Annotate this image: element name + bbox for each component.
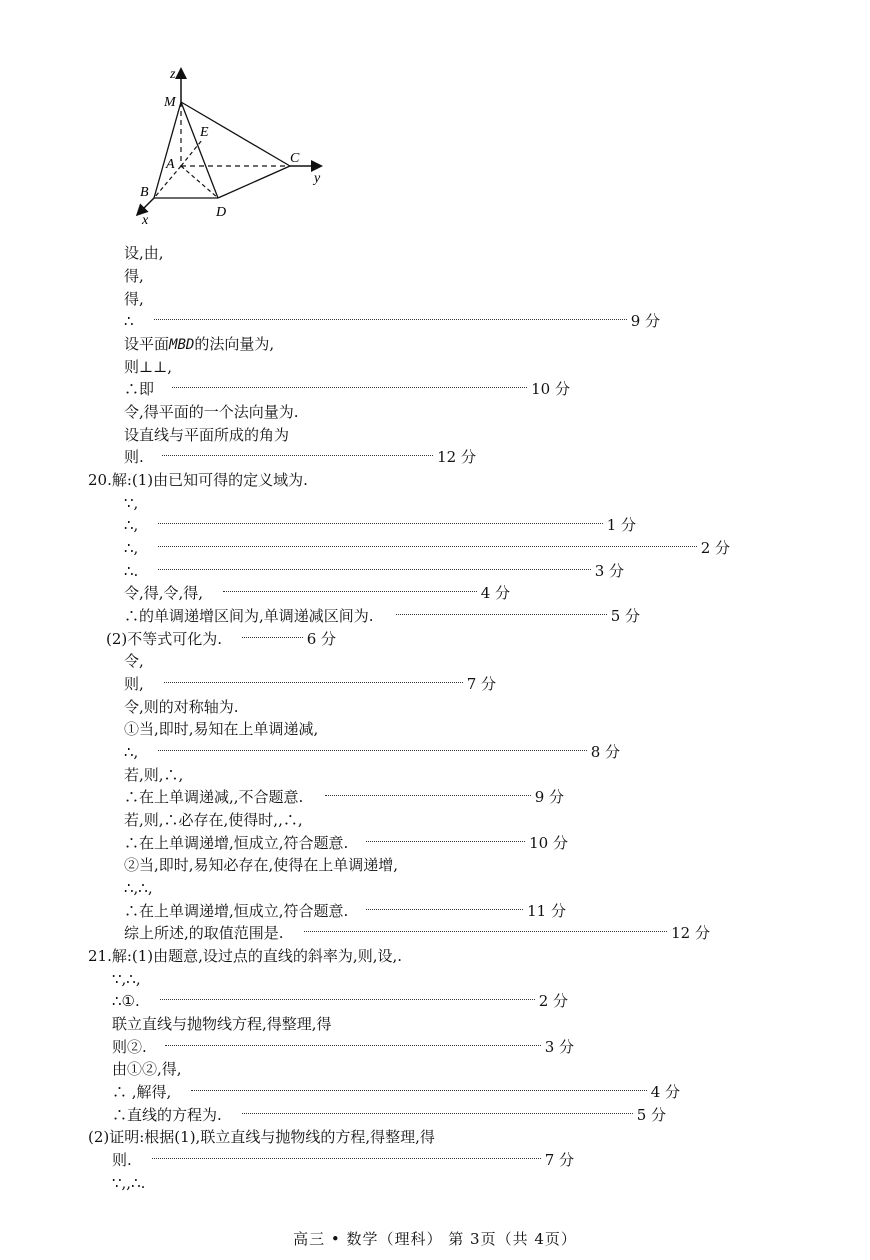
line-25: 若,则,∴必存在,使得时,,∴, xyxy=(124,811,303,829)
line-10: 20.解:(1)由已知可得的定义域为. xyxy=(88,471,308,489)
line-12: ∴, 1 分 xyxy=(124,516,636,534)
line-18: 令, xyxy=(124,652,144,670)
line-8: 设直线与平面所成的角为 xyxy=(124,426,290,444)
line-39: (2)证明:根据(1),联立直线与抛物线的方程,得整理,得 xyxy=(88,1128,435,1146)
label-y: y xyxy=(314,171,321,186)
pyramid-figure xyxy=(130,62,340,230)
score: 1 分 xyxy=(606,516,636,534)
line-33: ∴①. 2 分 xyxy=(112,992,568,1010)
line-41: ∵,,∴. xyxy=(112,1174,146,1192)
score: 7 分 xyxy=(466,675,496,693)
line-29: ∴在上单调递增,恒成立,符合题意. 11 分 xyxy=(124,902,566,920)
line-4: 设平面 MBD 的法向量为, xyxy=(124,335,275,353)
score: 4 分 xyxy=(480,584,510,602)
line-7: 令,得平面的一个法向量为. xyxy=(124,403,299,421)
label-M: M xyxy=(164,95,176,110)
line-14: ∴. 3 分 xyxy=(124,562,624,580)
line-2: 得, xyxy=(124,290,144,308)
label-C: C xyxy=(290,151,300,166)
line-34: 联立直线与抛物线方程,得整理,得 xyxy=(112,1015,332,1033)
label-B: B xyxy=(140,185,149,200)
score: 5 分 xyxy=(610,607,640,625)
label-E: E xyxy=(200,125,209,140)
line-5: 则⊥⊥, xyxy=(124,358,172,376)
line-23: 若,则,∴, xyxy=(124,766,184,784)
line-3: ∴ 9 分 xyxy=(124,312,660,330)
score: 12 分 xyxy=(671,924,710,942)
x-axis xyxy=(138,198,154,214)
line-31: 21.解:(1)由题意,设过点的直线的斜率为,则,设,. xyxy=(88,947,402,965)
line-28: ∴,∴, xyxy=(124,879,153,897)
line-36: 由①②,得, xyxy=(112,1060,182,1078)
label-A: A xyxy=(166,157,175,172)
score: 8 分 xyxy=(590,743,620,761)
line-32: ∵,∴, xyxy=(112,970,141,988)
line-19: 则, 7 分 xyxy=(124,675,496,693)
score: 12 分 xyxy=(437,448,476,466)
score: 4 分 xyxy=(650,1083,680,1101)
line-24: ∴在上单调递减,,不合题意. 9 分 xyxy=(124,788,564,806)
line-11: ∵, xyxy=(124,494,139,512)
line-6: ∴即 10 分 xyxy=(124,380,570,398)
score: 3 分 xyxy=(544,1038,574,1056)
score: 5 分 xyxy=(636,1106,666,1124)
line-27: ②当,即时,易知必存在,使得在上单调递增, xyxy=(124,856,399,874)
line-40: 则. 7 分 xyxy=(112,1151,574,1169)
line-0: 设,由, xyxy=(124,244,164,262)
score: 10 分 xyxy=(531,380,570,398)
score: 9 分 xyxy=(630,312,660,330)
line-13: ∴, 2 分 xyxy=(124,539,730,557)
line-26: ∴在上单调递增,恒成立,符合题意. 10 分 xyxy=(124,834,568,852)
score: 7 分 xyxy=(544,1151,574,1169)
line-20: 令,则的对称轴为. xyxy=(124,698,239,716)
line-22: ∴, 8 分 xyxy=(124,743,620,761)
line-1: 得, xyxy=(124,267,144,285)
line-30: 综上所述,的取值范围是. 12 分 xyxy=(124,924,710,942)
score: 6 分 xyxy=(306,630,336,648)
score: 2 分 xyxy=(538,992,568,1010)
line-17: (2)不等式可化为. 6 分 xyxy=(106,630,336,648)
score: 3 分 xyxy=(594,562,624,580)
line-37: ∴ ,解得, 4 分 xyxy=(112,1083,680,1101)
score: 2 分 xyxy=(700,539,730,557)
line-15: 令,得,令,得, 4 分 xyxy=(124,584,510,602)
label-z: z xyxy=(170,67,176,82)
line-16: ∴的单调递增区间为,单调递减区间为. 5 分 xyxy=(124,607,640,625)
score: 11 分 xyxy=(527,902,566,920)
line-35: 则②. 3 分 xyxy=(112,1038,574,1056)
line-9: 则. 12 分 xyxy=(124,448,476,466)
line-21: ①当,即时,易知在上单调递减, xyxy=(124,720,319,738)
page-footer: 高三 • 数学（理科） 第 3页（共 4页） xyxy=(293,1230,577,1248)
score: 10 分 xyxy=(529,834,568,852)
label-x: x xyxy=(142,213,149,228)
line-38: ∴直线的方程为. 5 分 xyxy=(112,1106,666,1124)
label-D: D xyxy=(216,205,227,220)
score: 9 分 xyxy=(534,788,564,806)
